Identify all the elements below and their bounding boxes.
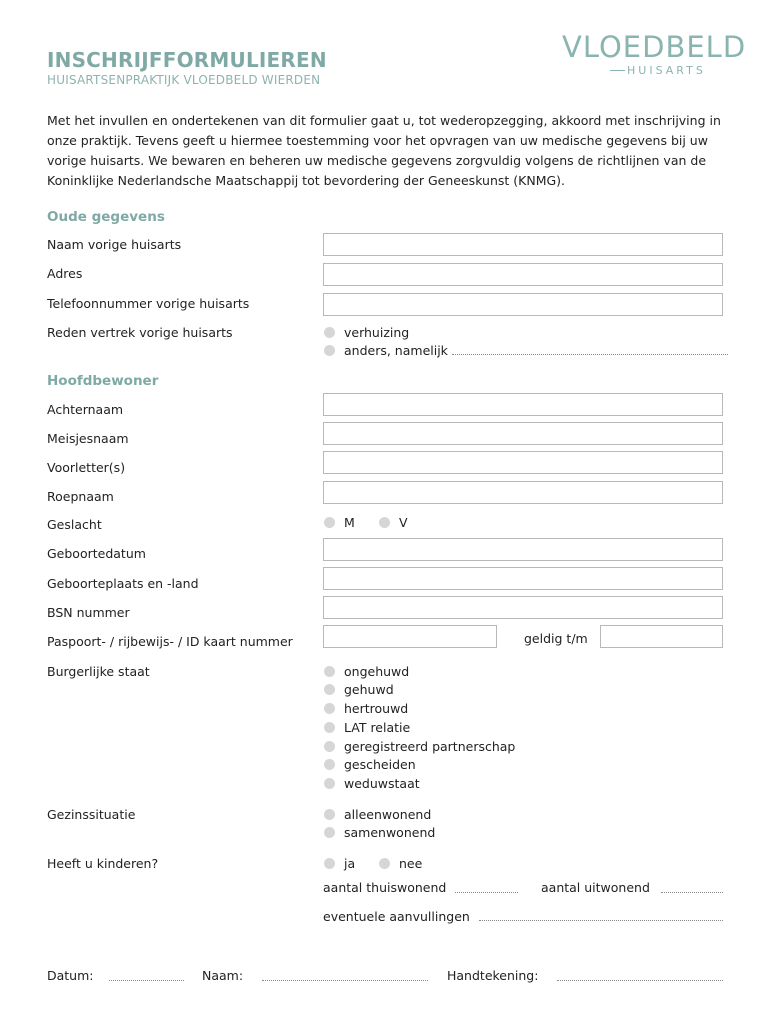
label-geboortedatum: Geboortedatum [47,546,146,561]
achternaam-field[interactable] [323,393,723,416]
roepnaam-field[interactable] [323,481,723,504]
radio-dot [324,741,335,752]
voorletters-field[interactable] [323,451,723,474]
label-achternaam: Achternaam [47,402,124,417]
label-naam: Naam: [202,968,244,983]
label-aantal-thuiswonend: aantal thuiswonend [323,880,447,895]
label-handtekening: Handtekening: [447,968,539,983]
label-geboorteplaats: Geboorteplaats en -land [47,576,199,591]
label-adres: Adres [47,266,83,281]
radio-dot [324,345,335,356]
anders-namelijk-line[interactable] [452,354,728,355]
page-subtitle: HUISARTSENPRAKTIJK VLOEDBELD WIERDEN [47,73,321,87]
eventuele-aanvullingen-line[interactable] [479,920,723,921]
naam-vorige-huisarts-field[interactable] [323,233,723,256]
label-burgerlijke-staat: Burgerlijke staat [47,664,150,679]
radio-dot [324,827,335,838]
radio-dot [324,778,335,789]
geboorteplaats-field[interactable] [323,567,723,590]
label-paspoort: Paspoort- / rijbewijs- / ID kaart nummer [47,634,293,649]
meisjesnaam-field[interactable] [323,422,723,445]
radio-alleenwonend[interactable]: alleenwonend [324,807,431,822]
geldig-tm-field[interactable] [600,625,723,648]
section-hoofdbewoner: Hoofdbewoner [47,373,159,389]
naam-line[interactable] [262,980,428,981]
aantal-thuiswonend-line[interactable] [455,892,518,893]
label-bsn: BSN nummer [47,605,130,620]
radio-dot [324,517,335,528]
section-oude-gegevens: Oude gegevens [47,209,165,225]
radio-geslacht-v[interactable]: V [379,515,408,530]
radio-samenwonend[interactable]: samenwonend [324,825,435,840]
vloedbeld-logo [560,30,747,80]
radio-dot [324,809,335,820]
radio-kinderen-nee[interactable]: nee [379,856,422,871]
label-geslacht: Geslacht [47,517,102,532]
radio-dot [324,858,335,869]
radio-anders-namelijk[interactable]: anders, namelijk [324,343,448,358]
datum-line[interactable] [109,980,184,981]
radio-dot [379,517,390,528]
radio-ongehuwd[interactable]: ongehuwd [324,664,409,679]
radio-gehuwd[interactable]: gehuwd [324,682,394,697]
radio-dot [324,722,335,733]
logo-subtitle: HUISARTS [627,64,706,77]
label-heeft-u-kinderen: Heeft u kinderen? [47,856,159,871]
label-reden-vertrek: Reden vertrek vorige huisarts [47,325,233,340]
logo-stethoscope-line [610,70,625,71]
paspoort-field[interactable] [323,625,497,648]
label-roepnaam: Roepnaam [47,489,114,504]
label-telefoon-vorige-huisarts: Telefoonnummer vorige huisarts [47,296,250,311]
logo-wordmark: VLOEDBELD [562,30,747,64]
adres-field[interactable] [323,263,723,286]
radio-geslacht-m[interactable]: M [324,515,355,530]
page-title: INSCHRIJFFORMULIEREN [47,48,327,72]
label-naam-vorige-huisarts: Naam vorige huisarts [47,237,182,252]
radio-dot [324,327,335,338]
radio-dot [324,684,335,695]
label-meisjesnaam: Meisjesnaam [47,431,129,446]
geboortedatum-field[interactable] [323,538,723,561]
intro-text: Met het invullen en ondertekenen van dit formulier gaat u, tot wederopzegging, akkoord met inschrijving in onze praktijk. Tevens geeft u hiermee toestemming voor het opvragen van uw medische gegevens bij uw vorige huisarts. We bewaren en beheren uw medische gegevens zorgvuldig volgens de richtlijnen van de Koninklijke Nederlandsche Maatschappij tot bevordering der Geneeskunst (KNMG). [47,113,721,188]
radio-gescheiden[interactable]: gescheiden [324,757,416,772]
radio-dot [324,703,335,714]
aantal-uitwonend-line[interactable] [661,892,723,893]
label-datum: Datum: [47,968,94,983]
telefoon-vorige-huisarts-field[interactable] [323,293,723,316]
radio-dot [379,858,390,869]
label-voorletters: Voorletter(s) [47,460,126,475]
radio-geregistreerd-partnerschap[interactable]: geregistreerd partnerschap [324,739,515,754]
radio-dot [324,759,335,770]
label-gezinssituatie: Gezinssituatie [47,807,136,822]
radio-dot [324,666,335,677]
radio-kinderen-ja[interactable]: ja [324,856,355,871]
radio-lat-relatie[interactable]: LAT relatie [324,720,410,735]
radio-verhuizing[interactable]: verhuizing [324,325,409,340]
handtekening-line[interactable] [557,980,723,981]
radio-hertrouwd[interactable]: hertrouwd [324,701,408,716]
radio-weduwstaat[interactable]: weduwstaat [324,776,420,791]
label-geldig-tm: geldig t/m [524,631,588,646]
bsn-field[interactable] [323,596,723,619]
label-aantal-uitwonend: aantal uitwonend [541,880,650,895]
label-eventuele-aanvullingen: eventuele aanvullingen [323,909,470,924]
